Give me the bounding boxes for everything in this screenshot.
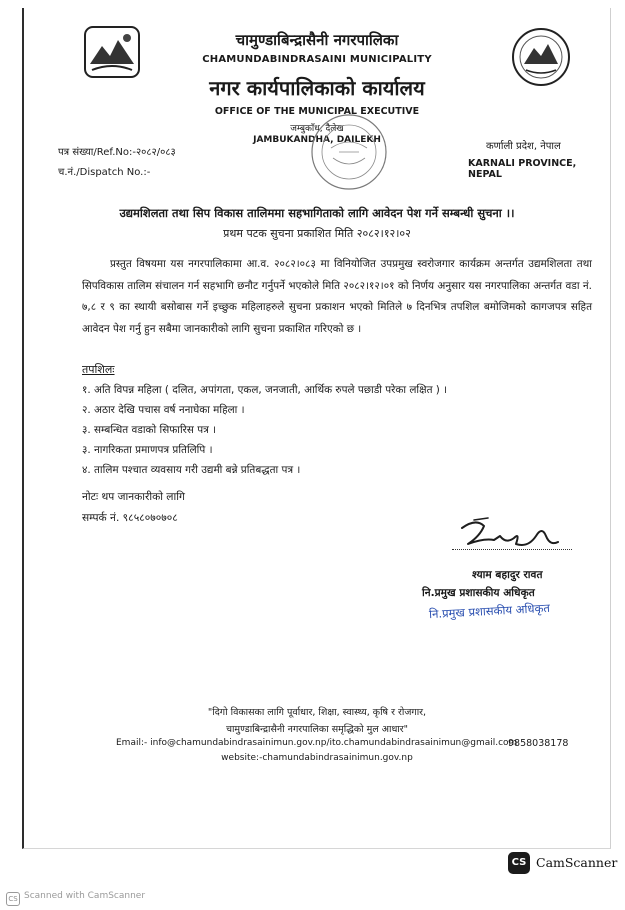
- camscanner-label: CamScanner: [536, 855, 618, 870]
- office-seal-stamp: [309, 112, 389, 192]
- address-english: JAMBUKANDHA, DAILEKH: [253, 135, 381, 145]
- dispatch-number: च.नं./Dispatch No.:-: [58, 167, 151, 178]
- office-name-nepali: नगर कार्यपालिकाको कार्यालय: [209, 76, 425, 100]
- notice-subject: उद्यमशिलता तथा सिप विकास तालिममा सहभागिताको लागि आवेदन पेश गर्ने सम्बन्धी सुचना ।।: [119, 206, 515, 220]
- reference-number: पत्र संख्या/Ref.No:-२०८२/०८३: [58, 147, 176, 158]
- camscanner-logo-icon: CS: [508, 852, 530, 874]
- notice-document: [22, 8, 611, 849]
- list-item: ३. सम्बन्धित वडाको सिफारिस पत्र ।: [82, 424, 217, 436]
- signatory-stamp: नि.प्रमुख प्रशासकीय अधिकृत: [428, 600, 551, 622]
- province-english: KARNALI PROVINCE, NEPAL: [468, 158, 577, 180]
- municipality-name-english: CHAMUNDABINDRASAINI MUNICIPALITY: [202, 54, 432, 65]
- footer-website: website:-chamundabindrasainimun.gov.np: [221, 753, 413, 763]
- contact-number: सम्पर्क नं. ९८५८०७०७०८: [82, 512, 178, 524]
- address-nepali: जम्बुकाँध, दैलेख: [290, 124, 344, 134]
- signature-line: [452, 549, 572, 550]
- details-list: [82, 380, 602, 480]
- footer-slogan-line1: "दिगो विकासका लागि पूर्वाधार, शिक्षा, स्वास्थ्य, कृषि र रोजगार,: [207, 707, 427, 718]
- footer-slogan-line2: चामुण्डाबिन्द्रासैनी नगरपालिका समृद्धिको मुल आधार": [225, 724, 409, 735]
- signatory-title: नि.प्रमुख प्रशासकीय अधिकृत: [422, 587, 535, 599]
- office-name-english: OFFICE OF THE MUNICIPAL EXECUTIVE: [214, 106, 420, 117]
- publish-date: प्रथम पटक सुचना प्रकाशित मिति २०८२।१२।०२: [223, 227, 411, 240]
- list-item: ४. तालिम पश्चात व्यवसाय गरी उद्यमी बन्ने प्रतिबद्धता पत्र ।: [82, 464, 301, 476]
- signatory-name: श्याम बहादुर रावत: [472, 569, 543, 581]
- list-item: २. अठार देखि पचास वर्ष ननाघेका महिला ।: [82, 404, 245, 416]
- nepal-coat-of-arms-icon: [508, 26, 574, 88]
- details-heading: तपशिलः: [82, 363, 115, 376]
- province-nepali: कर्णाली प्रदेश, नेपाल: [486, 141, 561, 152]
- camscanner-badge: [508, 852, 618, 874]
- list-item: ३. नागरिकता प्रमाणपत्र प्रतिलिपि ।: [82, 444, 213, 456]
- footer-phone: 9858038178: [508, 738, 569, 749]
- note-text: नोटः थप जानकारीको लागि: [82, 491, 185, 503]
- scanned-with-text: Scanned with CamScanner: [24, 891, 146, 901]
- list-item: १. अति विपन्न महिला ( दलित, अपांगता, एकल, जनजाती, आर्थिक रुपले पछाडी परेका लक्षित ) ।: [82, 384, 448, 396]
- footer-email: Email:- info@chamundabindrasainimun.gov.np/ito.chamundabindrasainimun@gmail.com: [116, 738, 518, 748]
- notice-body: प्रस्तुत विषयमा यस नगरपालिकामा आ.व. २०८२।०८३ मा विनियोजित उपप्रमुख स्वरोजगार कार्यक्रम अन्तर्गत उद्यमशिलता तथा सिपविकास तालिम संचालन गर्न सहभागि छनौट गर्नुपर्ने भएकोले मिति २०८२।१२।०१ को निर्णय अनुसार यस नगरपालिका अन्तर्गत वडा नं. ७,८ र ९ का स्थायी बसोबास गर्ने इच्छुक महिलाहरुले सुचना प्रकाशन भएको मितिले ७ दिनभित्र तपशिल बमोजिमको कागजपत्र सहित आवेदन पेश गर्नु हुन सबैमा जानकारीको लागि सुचना प्रकाशित गरिएको छ ।: [82, 258, 592, 335]
- camscanner-small-icon: CS: [6, 892, 20, 906]
- municipality-name-nepali: चामुण्डाबिन्द्रासैनी नगरपालिका: [235, 31, 399, 49]
